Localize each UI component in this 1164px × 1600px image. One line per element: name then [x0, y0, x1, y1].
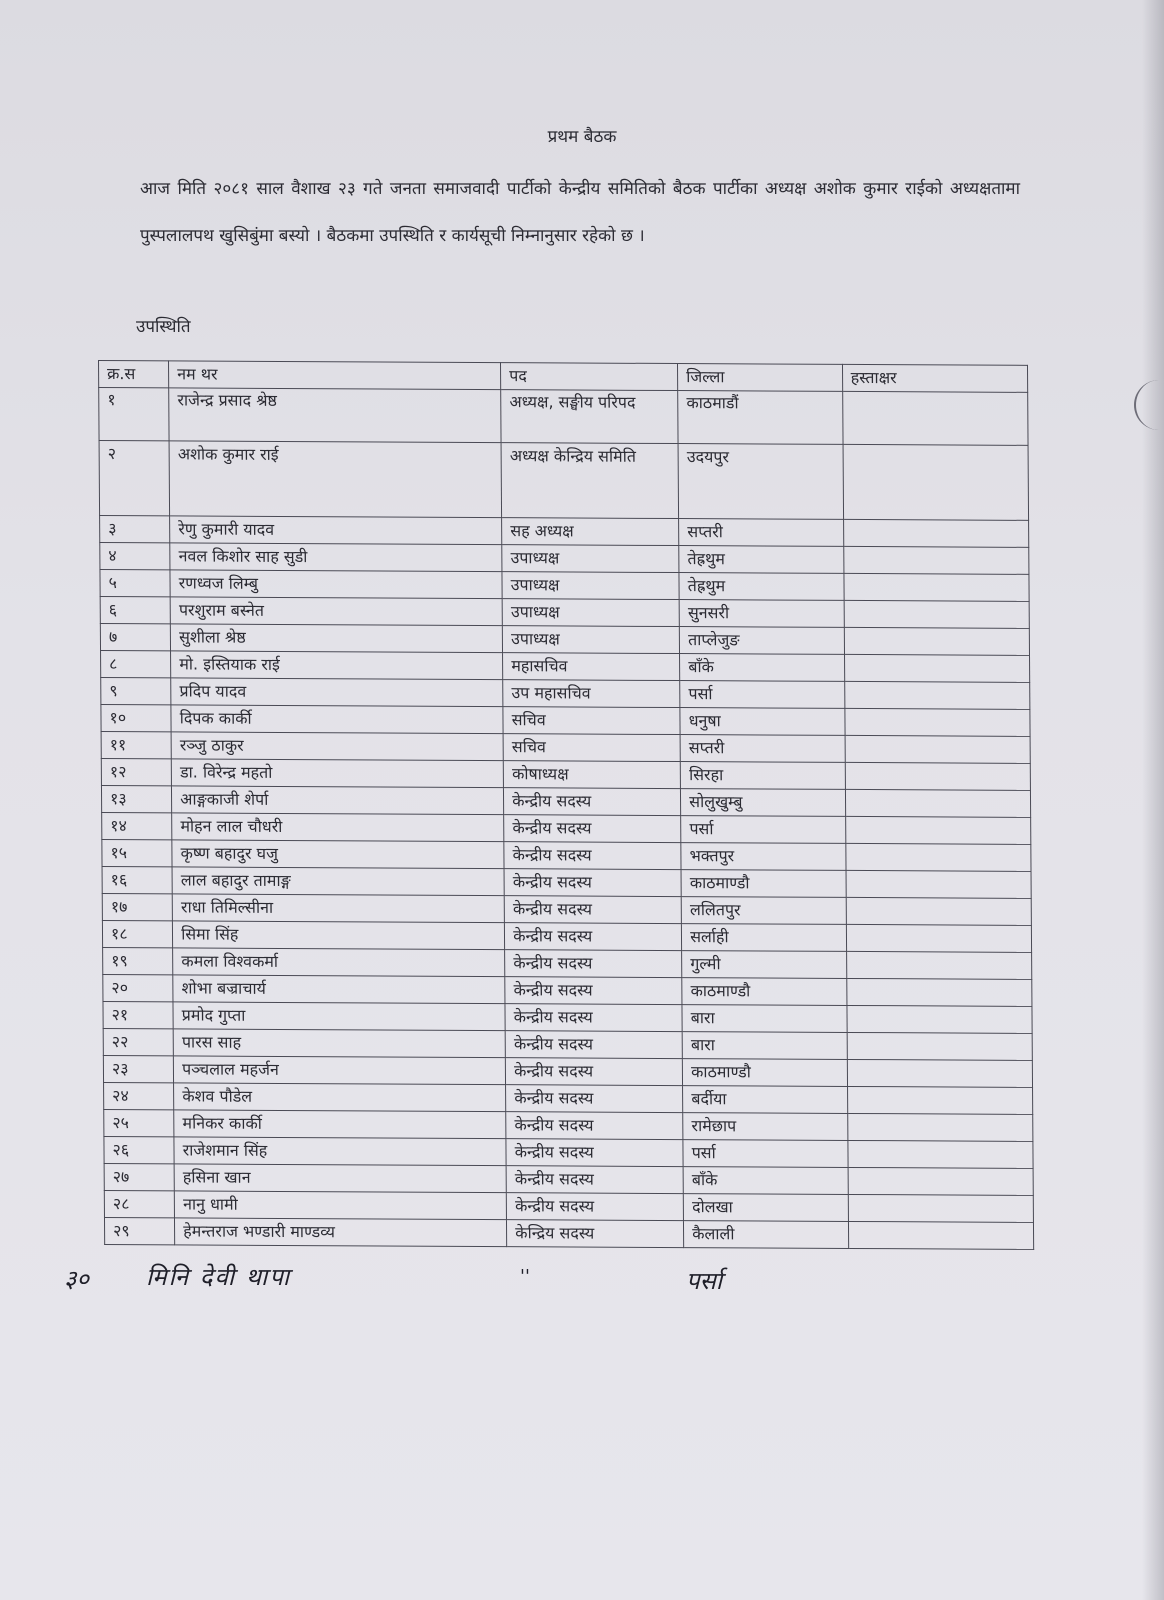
- row-signature: [843, 519, 1029, 547]
- row-signature: [847, 1059, 1033, 1087]
- row-signature: [844, 627, 1030, 655]
- row-signature: [847, 1113, 1033, 1141]
- row-district: सोलुखुम्बु: [681, 789, 846, 817]
- handwritten-district: पर्सा: [686, 1267, 723, 1295]
- table-row: [104, 1110, 1033, 1142]
- row-name: केशव पौडेल: [174, 1083, 506, 1112]
- row-district: काठमाण्डौ: [683, 1059, 848, 1087]
- row-post: उपाध्यक्ष: [503, 626, 680, 654]
- table-row: [104, 1218, 1033, 1250]
- row-post: सचिव: [503, 707, 680, 735]
- row-sn: ८: [101, 651, 171, 678]
- row-signature: [848, 1221, 1034, 1249]
- row-sn: ५: [100, 570, 170, 597]
- header-district: जिल्ला: [678, 364, 843, 392]
- row-name: मनिकर कार्की: [174, 1110, 506, 1139]
- row-sn: १६: [102, 867, 172, 894]
- row-post: केन्द्रीय सदस्य: [504, 842, 681, 870]
- table-row: [102, 840, 1031, 872]
- row-signature: [845, 816, 1031, 844]
- row-district: तेह्रथुम: [679, 546, 844, 574]
- row-sn: २२: [103, 1029, 173, 1056]
- row-name: रेणु कुमारी यादव: [170, 516, 502, 545]
- handwritten-row: [60, 1262, 780, 1302]
- row-district: दोलखा: [683, 1194, 848, 1222]
- row-name: लाल बहादुर तामाङ्ग: [172, 867, 504, 896]
- row-signature: [848, 1194, 1034, 1222]
- row-post: उप महासचिव: [503, 680, 680, 708]
- row-sn: २१: [103, 1002, 173, 1029]
- row-post: उपाध्यक्ष: [502, 545, 679, 573]
- row-district: पर्सा: [681, 816, 846, 844]
- table-row: [103, 1002, 1032, 1034]
- table-row: [104, 1164, 1033, 1196]
- row-post: केन्द्रिय सदस्य: [507, 1220, 684, 1248]
- row-signature: [846, 978, 1032, 1006]
- row-district: पर्सा: [680, 681, 845, 709]
- row-post: महासचिव: [503, 653, 680, 681]
- row-sn: १७: [102, 894, 172, 921]
- table-row: [99, 388, 1028, 446]
- table-row: [101, 705, 1030, 737]
- handwritten-sn: ३०: [64, 1265, 89, 1293]
- row-sn: २९: [104, 1218, 174, 1245]
- row-district: सर्लाही: [682, 924, 847, 952]
- table-row: [100, 597, 1029, 629]
- row-district: बारा: [682, 1005, 847, 1033]
- row-district: रामेछाप: [683, 1113, 848, 1141]
- table-row: [101, 651, 1030, 683]
- row-name: कृष्ण बहादुर घजु: [172, 840, 504, 869]
- row-name: नवल किशोर साह सुडी: [170, 543, 502, 572]
- row-post: केन्द्रीय सदस्य: [506, 1112, 683, 1140]
- row-name: पञ्चलाल महर्जन: [174, 1056, 506, 1085]
- row-name: रणध्वज लिम्बु: [170, 570, 502, 599]
- row-post: केन्द्रीय सदस्य: [506, 1193, 683, 1221]
- row-signature: [847, 1032, 1033, 1060]
- row-sn: २०: [103, 975, 173, 1002]
- row-post: केन्द्रीय सदस्य: [504, 896, 681, 924]
- row-signature: [844, 573, 1030, 601]
- row-district: बर्दीया: [683, 1086, 848, 1114]
- header-signature: हस्ताक्षर: [842, 364, 1028, 392]
- row-name: रञ्जु ठाकुर: [171, 732, 503, 761]
- document-title: प्रथम बैठक: [547, 127, 617, 147]
- attendance-heading: उपस्थिति: [136, 317, 191, 337]
- row-sn: २७: [104, 1164, 174, 1191]
- row-signature: [845, 762, 1031, 790]
- row-post: केन्द्रीय सदस्य: [506, 1085, 683, 1113]
- table-row: [100, 543, 1029, 575]
- row-district: सप्तरी: [680, 735, 845, 763]
- row-signature: [847, 1005, 1033, 1033]
- row-name: मो. इस्तियाक राई: [171, 651, 503, 680]
- table-row: [102, 813, 1031, 845]
- table-row: [101, 732, 1030, 764]
- row-signature: [843, 444, 1029, 520]
- row-signature: [846, 897, 1032, 925]
- row-name: सिमा सिंह: [173, 921, 505, 950]
- row-district: धनुषा: [680, 708, 845, 736]
- table-row: [99, 441, 1029, 521]
- row-post: केन्द्रीय सदस्य: [505, 1004, 682, 1032]
- handwritten-name: मिनि देवी थापा: [146, 1263, 292, 1291]
- row-name: प्रदिप यादव: [171, 678, 503, 707]
- row-name: राजेशमान सिंह: [174, 1137, 506, 1166]
- row-name: अशोक कुमार राई: [169, 441, 502, 518]
- row-post: केन्द्रीय सदस्य: [505, 977, 682, 1005]
- row-sn: १०: [101, 705, 171, 732]
- table-row: [101, 786, 1030, 818]
- row-sn: १८: [102, 921, 172, 948]
- row-district: ताप्लेजुङ: [679, 627, 844, 655]
- row-signature: [848, 1167, 1034, 1195]
- row-signature: [844, 681, 1030, 709]
- row-district: कैलाली: [684, 1221, 849, 1249]
- row-sn: ९: [101, 678, 171, 705]
- header-sn: क्र.स: [99, 361, 169, 388]
- row-sn: ७: [100, 624, 170, 651]
- row-post: उपाध्यक्ष: [502, 572, 679, 600]
- row-post: अध्यक्ष केन्द्रिय समिति: [501, 443, 679, 519]
- row-name: सुशीला श्रेष्ठ: [171, 624, 503, 653]
- row-sn: २३: [103, 1056, 173, 1083]
- row-sn: ४: [100, 543, 170, 570]
- page-edge-mark: [1134, 380, 1164, 430]
- row-district: पर्सा: [683, 1140, 848, 1168]
- row-signature: [846, 951, 1032, 979]
- row-post: केन्द्रीय सदस्य: [506, 1139, 683, 1167]
- table-row: [104, 1137, 1033, 1169]
- row-sn: १३: [101, 786, 171, 813]
- row-district: बाँके: [683, 1167, 848, 1195]
- row-post: सह अध्यक्ष: [502, 518, 679, 546]
- row-district: काठमाडौं: [678, 391, 843, 445]
- row-sn: २६: [104, 1137, 174, 1164]
- row-name: मोहन लाल चौधरी: [172, 813, 504, 842]
- row-district: सिरहा: [680, 762, 845, 790]
- table-row: [104, 1083, 1033, 1115]
- row-district: गुल्मी: [682, 951, 847, 979]
- row-district: सुनसरी: [679, 600, 844, 628]
- row-post: केन्द्रीय सदस्य: [504, 788, 681, 816]
- row-name: आङ्गकाजी शेर्पा: [172, 786, 504, 815]
- row-name: शोभा बज्राचार्य: [173, 975, 505, 1004]
- row-name: दिपक कार्की: [171, 705, 503, 734]
- row-sn: ६: [100, 597, 170, 624]
- row-sn: १: [99, 388, 170, 441]
- header-name: नम थर: [169, 361, 501, 390]
- table-row: [100, 624, 1029, 656]
- table-row: [102, 894, 1031, 926]
- row-post: केन्द्रीय सदस्य: [505, 950, 682, 978]
- row-district: बाँके: [680, 654, 845, 682]
- row-sn: २४: [104, 1083, 174, 1110]
- row-name: कमला विश्वकर्मा: [173, 948, 505, 977]
- row-district: भक्तपुर: [681, 843, 846, 871]
- row-name: परशुराम बस्नेत: [170, 597, 502, 626]
- table-row: [100, 516, 1029, 548]
- row-district: काठमाण्डौ: [682, 978, 847, 1006]
- attendance-table: [98, 360, 1034, 1250]
- row-signature: [844, 654, 1030, 682]
- row-name: हसिना खान: [174, 1164, 506, 1193]
- row-district: ललितपुर: [681, 897, 846, 925]
- table-row: [101, 678, 1030, 710]
- table-row: [102, 867, 1031, 899]
- header-post: पद: [501, 363, 678, 391]
- table-row: [103, 1056, 1032, 1088]
- row-sn: १४: [102, 813, 172, 840]
- row-sn: ३: [100, 516, 170, 543]
- row-sn: १५: [102, 840, 172, 867]
- row-sn: २५: [104, 1110, 174, 1137]
- row-name: पारस साह: [173, 1029, 505, 1058]
- row-signature: [843, 546, 1029, 574]
- row-district: सप्तरी: [679, 519, 844, 547]
- row-name: डा. विरेन्द्र महतो: [171, 759, 503, 788]
- row-sn: २८: [104, 1191, 174, 1218]
- row-district: बारा: [682, 1032, 847, 1060]
- page-edge-shadow: [1142, 0, 1164, 1600]
- row-signature: [846, 870, 1032, 898]
- row-signature: [845, 843, 1031, 871]
- row-name: नानु धामी: [174, 1191, 506, 1220]
- row-district: उदयपुर: [678, 444, 843, 520]
- row-name: हेमन्तराज भण्डारी माण्डव्य: [175, 1218, 507, 1247]
- table-row: [103, 948, 1032, 980]
- table-row: [101, 759, 1030, 791]
- table-row: [100, 570, 1029, 602]
- row-post: केन्द्रीय सदस्य: [505, 923, 682, 951]
- row-post: अध्यक्ष, सङ्घीय परिपद: [501, 390, 678, 444]
- row-sn: १९: [103, 948, 173, 975]
- row-post: केन्द्रीय सदस्य: [505, 1031, 682, 1059]
- row-post: कोषाध्यक्ष: [503, 761, 680, 789]
- table-row: [103, 975, 1032, 1007]
- row-post: केन्द्रीय सदस्य: [504, 869, 681, 897]
- handwritten-post: '': [520, 1266, 530, 1287]
- row-post: उपाध्यक्ष: [502, 599, 679, 627]
- intro-paragraph: आज मिति २०८१ साल वैशाख २३ गते जनता समाजवादी पार्टीको केन्द्रीय समितिको बैठक पार्टीका अध्यक्ष अशोक कुमार राईको अध्यक्षतामा पुस्पलालपथ खुसिबुंमा बस्यो । बैठकमा उपस्थिति र कार्यसूची निम्नानुसार रहेको छ ।: [140, 179, 1020, 246]
- row-district: काठमाण्डौ: [681, 870, 846, 898]
- row-name: राजेन्द्र प्रसाद श्रेष्ठ: [169, 388, 501, 443]
- row-signature: [845, 789, 1031, 817]
- row-post: केन्द्रीय सदस्य: [504, 815, 681, 843]
- row-signature: [845, 735, 1031, 763]
- row-signature: [842, 391, 1028, 445]
- row-sn: १२: [101, 759, 171, 786]
- row-signature: [847, 1086, 1033, 1114]
- row-post: केन्द्रीय सदस्य: [506, 1166, 683, 1194]
- row-sn: ११: [101, 732, 171, 759]
- row-post: सचिव: [503, 734, 680, 762]
- row-name: प्रमोद गुप्ता: [173, 1002, 505, 1031]
- row-post: केन्द्रीय सदस्य: [506, 1058, 683, 1086]
- row-signature: [844, 708, 1030, 736]
- row-signature: [844, 600, 1030, 628]
- row-name: राधा तिमिल्सीना: [172, 894, 504, 923]
- row-signature: [846, 924, 1032, 952]
- row-sn: २: [99, 441, 170, 516]
- row-signature: [847, 1140, 1033, 1168]
- row-district: तेह्रथुम: [679, 573, 844, 601]
